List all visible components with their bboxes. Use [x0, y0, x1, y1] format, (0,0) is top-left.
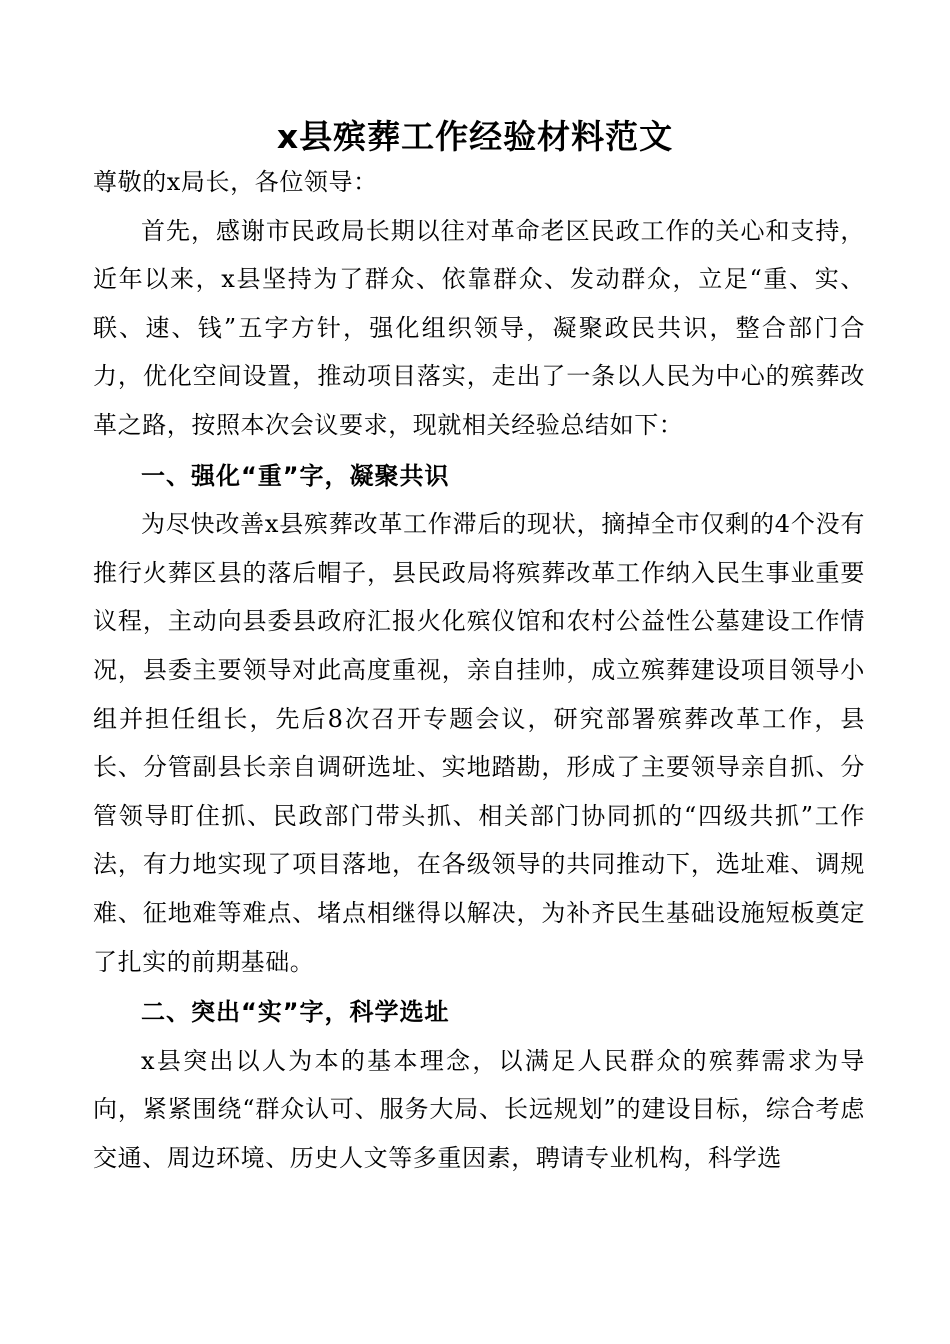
intro-paragraph: 首先，感谢市民政局长期以往对革命老区民政工作的关心和支持，近年以来，x县坚持为了群众、依靠群众、发动群众，立足“重、实、联、速、钱”五字方针，强化组织领导，凝聚政民共识，整合部门合力，优化空间设置，推动项目落实，走出了一条以人民为中心的殡葬改革之路，按照本次会议要求，现就相关经验总结如下：: [93, 216, 865, 439]
section-paragraph-1: 为尽快改善x县殡葬改革工作滞后的现状，摘掉全市仅剩的4个没有推行火葬区县的落后帽子，县民政局将殡葬改革工作纳入民生事业重要议程，主动向县委县政府汇报火化殡仪馆和农村公益性公墓建设工作情况，县委主要领导对此高度重视，亲自挂帅，成立殡葬建设项目领导小组并担任组长，先后8次召开专题会议，研究部署殡葬改革工作，县长、分管副县长亲自调研选址、实地踏勘，形成了主要领导亲自抓、分管领导盯住抓、民政部门带头抓、相关部门协同抓的“四级共抓”工作法，有力地实现了项目落地，在各级领导的共同推动下，选址难、调规难、征地难等难点、堵点相继得以解决，为补齐民生基础设施短板奠定了扎实的前期基础。: [93, 510, 865, 976]
section-paragraph-2: x县突出以人为本的基本理念，以满足人民群众的殡葬需求为导向，紧紧围绕“群众认可、服务大局、长远规划”的建设目标，综合考虑交通、周边环境、历史人文等多重因素，聘请专业机构，科学选: [93, 1046, 865, 1172]
section-heading-2: 二、突出“实”字，科学选址: [141, 998, 450, 1027]
document-title: x县殡葬工作经验材料范文: [276, 117, 674, 156]
section-heading-1: 一、强化“重”字，凝聚共识: [141, 461, 450, 490]
salutation: 尊敬的x局长，各位领导：: [93, 168, 378, 196]
document-body: [93, 158, 865, 1182]
